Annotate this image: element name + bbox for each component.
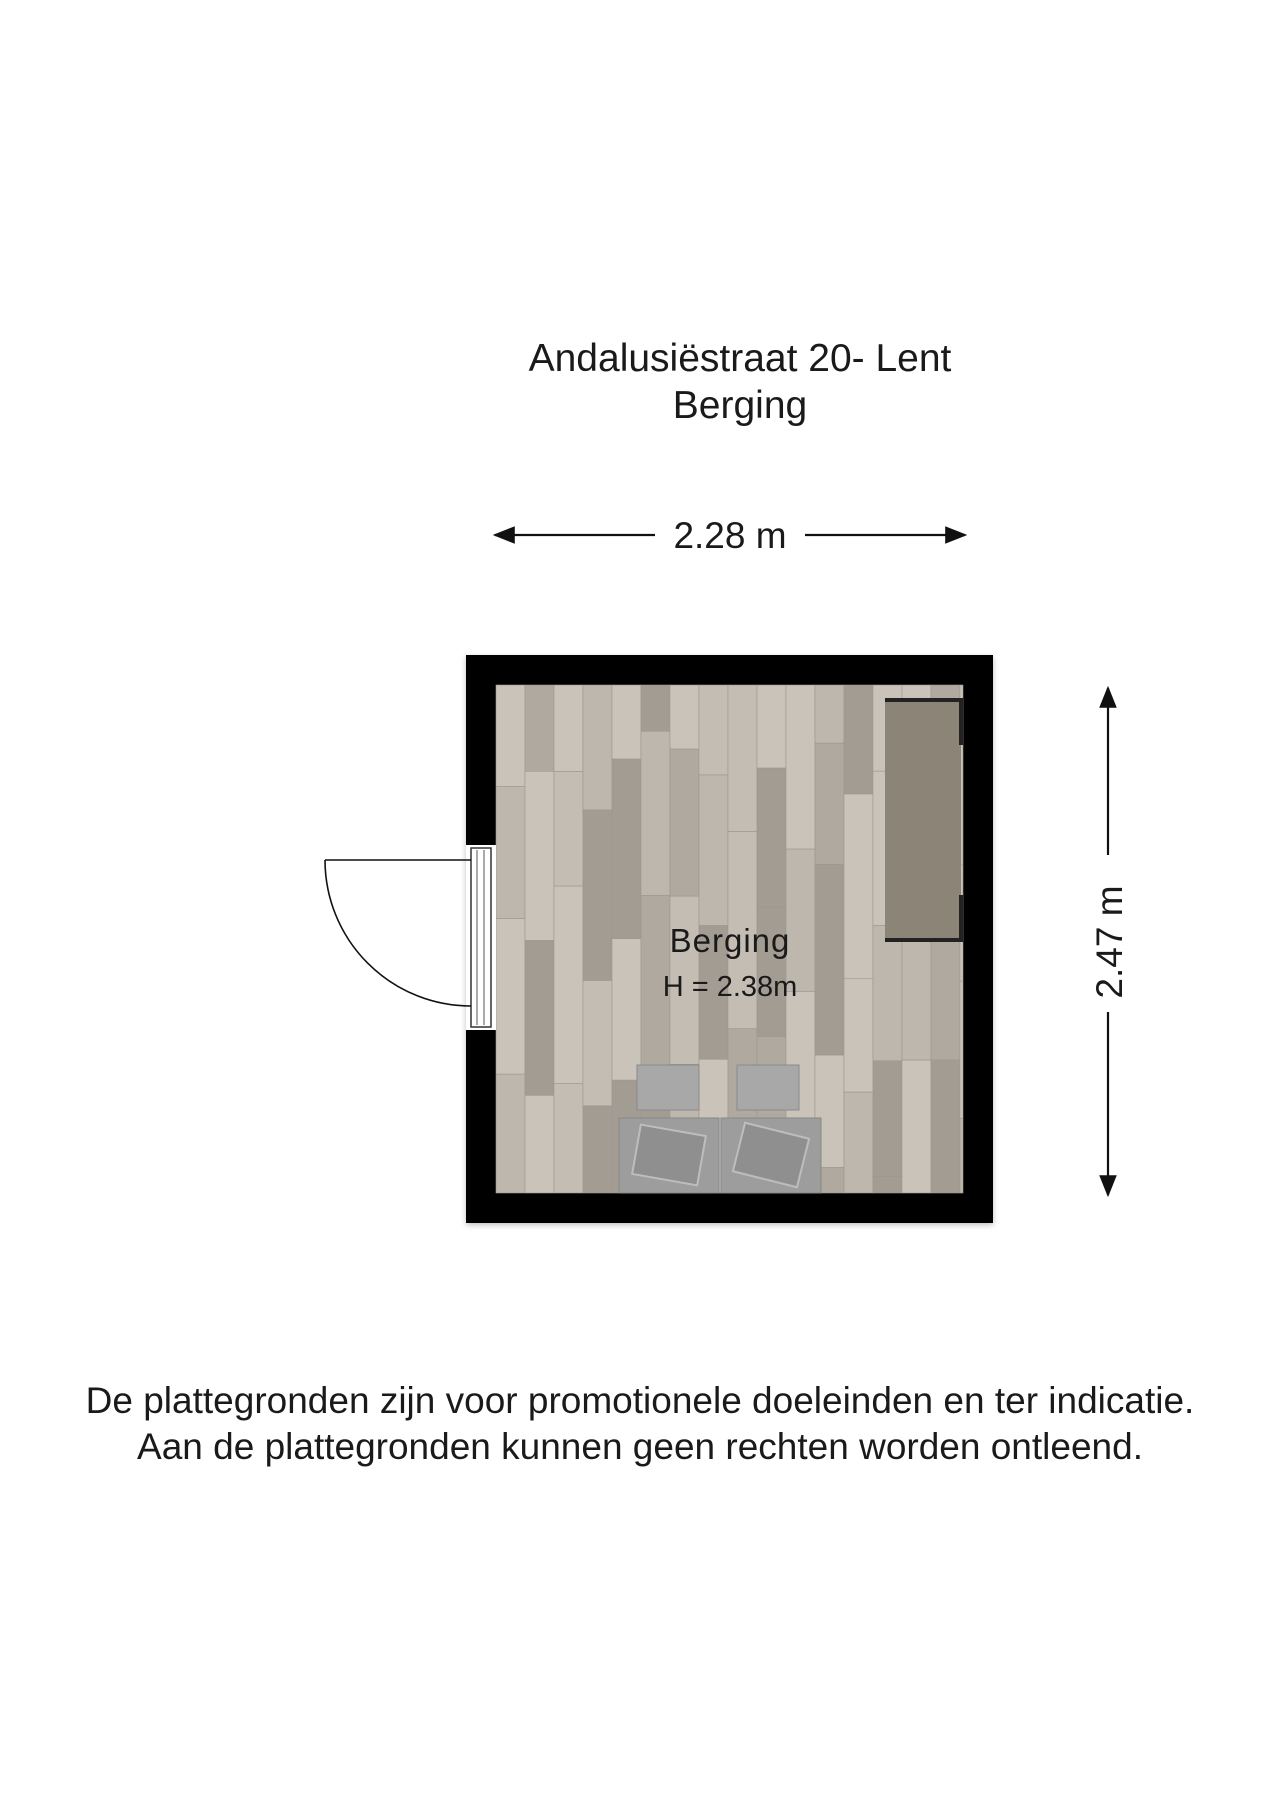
depth-label: 2.47 m: [1089, 885, 1130, 999]
floor-plank: [728, 685, 757, 832]
floor-plank: [815, 685, 844, 743]
floor-plank: [583, 1106, 612, 1193]
floor-plank: [496, 787, 525, 919]
shelf-unit: [885, 700, 961, 940]
floor-plank: [902, 1060, 931, 1193]
address-title: Andalusiëstraat 20- Lent: [528, 337, 952, 380]
floor-plank: [844, 685, 873, 794]
floor-plank: [757, 685, 786, 768]
floor-plank: [844, 979, 873, 1092]
floor-plank: [844, 1092, 873, 1193]
chair-back-left: [637, 1065, 699, 1110]
floor-plank: [525, 940, 554, 1095]
floor-plank: [554, 772, 583, 887]
floor-plank: [699, 775, 728, 926]
floor-plank: [525, 1095, 554, 1193]
floor-plank: [496, 1074, 525, 1193]
floor-plank: [844, 794, 873, 979]
disclaimer-line-1: De plattegronden zijn voor promotionele doeleinden en ter indicatie.: [85, 1380, 1195, 1421]
floor-plank: [583, 981, 612, 1106]
floor-plank: [612, 685, 641, 759]
floor-plank: [525, 771, 554, 940]
floor-plank: [786, 685, 815, 849]
floor-plank: [960, 981, 963, 1118]
disclaimer-line-2: Aan de plattegronden kunnen geen rechten worden ontleend.: [137, 1426, 1143, 1467]
door: [325, 845, 496, 1030]
chair-back-right: [737, 1065, 799, 1110]
floor-plank: [612, 939, 641, 1081]
depth-dimension: [1089, 688, 1130, 1195]
floor-plank: [525, 685, 554, 771]
floor-plank: [699, 685, 728, 775]
floor-plank: [757, 768, 786, 907]
floor-plank: [873, 1177, 902, 1193]
room-name: Berging: [669, 922, 791, 959]
floor-plank: [612, 759, 641, 939]
floor-plank: [496, 919, 525, 1075]
door-swing-arc: [325, 860, 471, 1006]
floor-plank: [815, 743, 844, 864]
floor-title: Berging: [672, 384, 808, 427]
floor-plank: [583, 685, 612, 810]
floor-plank: [554, 685, 583, 772]
floor-plank: [554, 1083, 583, 1193]
floor-plank: [960, 1119, 963, 1193]
floor-plank: [873, 926, 902, 1061]
floor-plank: [873, 1061, 902, 1177]
floor-plank: [670, 685, 699, 749]
floor-plank: [583, 810, 612, 980]
floor-plank: [496, 685, 525, 787]
floor-plank: [815, 864, 844, 1055]
floor-plank: [902, 940, 931, 1060]
width-label: 2.28 m: [673, 515, 787, 556]
disclaimer: [0, 1378, 1280, 1470]
floor-plank: [641, 731, 670, 895]
shelf-board: [885, 700, 961, 940]
floor-plank: [931, 1060, 960, 1193]
width-dimension: [495, 515, 965, 556]
floor-plank: [670, 749, 699, 896]
floor-plank: [554, 886, 583, 1083]
chair-cushion-left: [632, 1125, 706, 1186]
floor-plank: [641, 685, 670, 731]
room-height: H = 2.38m: [662, 971, 798, 1003]
